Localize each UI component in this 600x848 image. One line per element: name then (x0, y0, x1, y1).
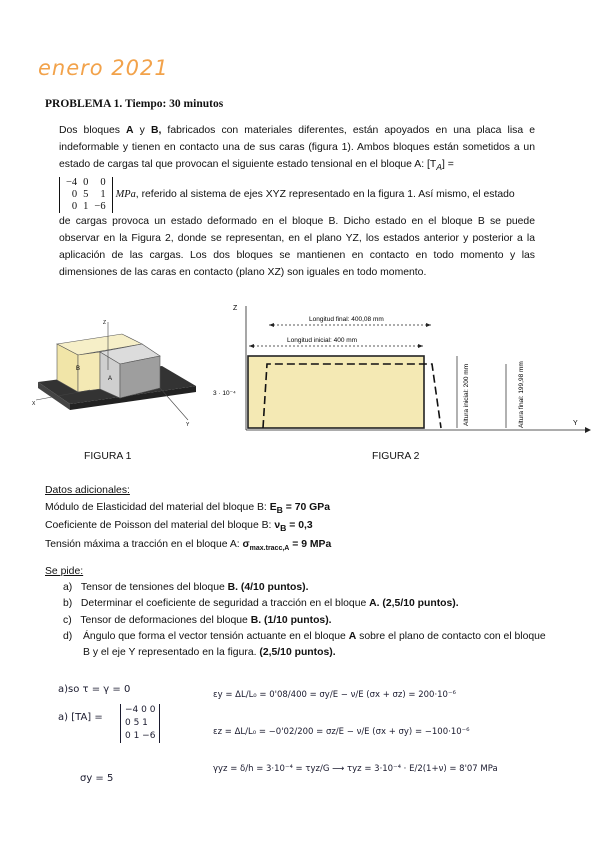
axis-z-label: Z (103, 320, 107, 326)
note-2: a) [TA] = (58, 712, 103, 723)
block-b-initial (248, 356, 424, 428)
figure-1-caption: FIGURA 1 (84, 451, 132, 462)
note-4: εy = ΔL/L₀ = 0'08/400 = σy/E − ν/E (σx + σz) = 200·10⁻⁶ (213, 690, 456, 700)
datos-heading: Datos adicionales: (45, 485, 130, 496)
final-length-arrow-r (426, 323, 431, 327)
stress-matrix-line: −4 0 0 0 5 1 0 1 −6 MPa , referido al sistema de ejes XYZ representado en la figura 1. Así mismo, el estado (59, 177, 535, 213)
figure-1 (30, 310, 200, 430)
fig2-axis-z-label: Z (233, 305, 238, 312)
question-a: a) Tensor de tensiones del bloque B. (4/10 puntos). (63, 582, 309, 594)
question-b: b) Determinar el coeficiente de seguridad a tracción en el bloque A. (2,5/10 puntos). (63, 598, 459, 610)
datos-line-2: Coeficiente de Poisson del material del bloque B: $\nu_B = 0,3$ (45, 520, 313, 534)
final-height-label: Altura final: 199,98 mm (518, 361, 525, 428)
problem-title: PROBLEMA 1. Tiempo: 30 minutos (45, 98, 224, 110)
figure-2-caption: FIGURA 2 (372, 451, 420, 462)
datos-line-3: Tensión máxima a tracción en el bloque A: $\sigma_{max.tracc,A} = 9$ MPa (45, 538, 332, 552)
final-length-label: Longitud final: 400,08 mm (309, 316, 384, 323)
initial-length-arrow-r (418, 344, 423, 348)
block-b-side (78, 352, 100, 392)
axis-y-label: Y (186, 422, 190, 428)
note-5: εz = ΔL/L₀ = −0'02/200 = σz/E − ν/E (σx + σy) = −100·10⁻⁶ (213, 727, 470, 737)
note-3: σy = 5 (80, 773, 114, 784)
fig2-axis-y-arrow (585, 427, 591, 433)
question-d: d) Ángulo que forma el vector tensión actuante en el bloque A sobre el plano de contacto con el bloque B y el eje Y representado en la figura. (2,5/10 puntos). (63, 630, 546, 659)
note-1: a)so τ = γ = 0 (58, 684, 131, 695)
label-a: A (108, 376, 113, 382)
question-c: c) Tensor de deformaciones del bloque B. (1/10 puntos). (63, 614, 332, 626)
initial-length-label: Longitud inicial: 400 mm (287, 337, 358, 344)
questions-heading: Se pide: (45, 566, 84, 577)
problem-statement: Dos bloques A y B, fabricados con materiales diferentes, están apoyados en una placa lisa e indeformable y tienen en contacto una de sus caras (figura 1). Ambos bloques están sometidos a un estado de cargas tal que provocan el siguiente estado tensional en el bloque A: $[T_A]$ = −4 0 0 0 5 1 0 1 −6 MPa , referido al sistema de ejes XYZ representado en la figura 1. Así mismo, el estado de cargas provoca un estado deformado en el bloque B. Dicho estado en el bloque B se puede observar en la Figura 2, donde se representan, en el plano YZ, los estados anterior y posterior a la aplicación de las cargas. Los dos bloques se mantienen en contacto en todo momento y las dimensiones de las caras en contacto (plano XZ) son iguales en todo momento. (59, 125, 535, 279)
stress-matrix: −4 0 0 0 5 1 0 1 −6 (59, 177, 113, 213)
fig2-angle: 3 · 10⁻⁴ (213, 390, 236, 397)
additional-data (45, 483, 331, 557)
axis-x-label: X (32, 401, 36, 407)
fig2-axis-y-label: Y (573, 420, 578, 427)
handwritten-title: enero 2021 (38, 56, 169, 80)
figure-2 (205, 296, 595, 444)
initial-length-arrow-l (249, 344, 254, 348)
label-b: B (76, 366, 81, 372)
note-2-matrix: −4 0 0 0 5 1 0 1 −6 (120, 704, 160, 743)
datos-line-1: Módulo de Elasticidad del material del bloque B: $E_B = 70$ GPa (45, 501, 330, 515)
note-6: γyz = δ/h = 3·10⁻⁴ = τyz/G ⟶ τyz = 3·10⁻⁴ · E/2(1+ν) = 8'07 MPa (213, 764, 498, 774)
questions (45, 564, 553, 661)
final-length-arrow-l (269, 323, 274, 327)
questions-list (45, 580, 553, 661)
initial-height-label: Altura inicial: 200 mm (463, 363, 470, 426)
